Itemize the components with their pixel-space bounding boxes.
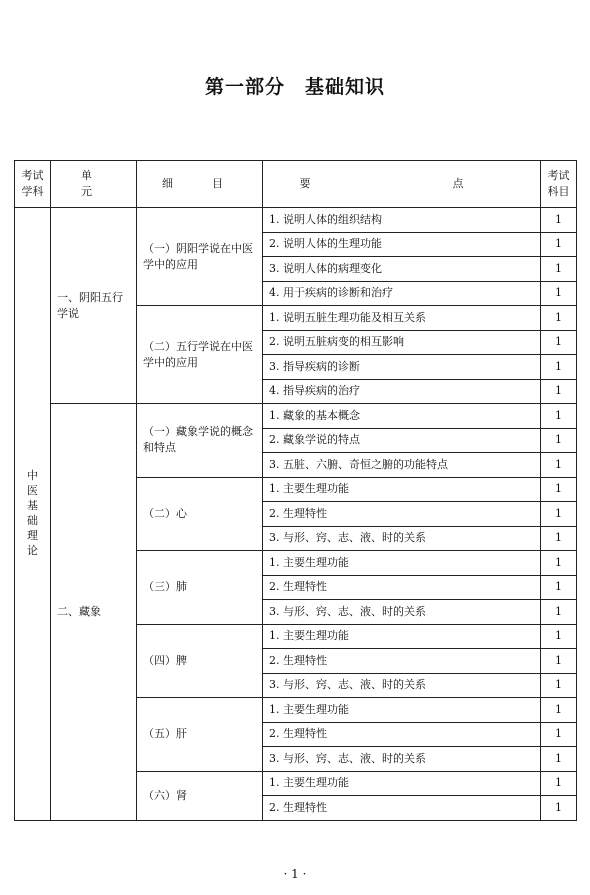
point-cell: 2. 说明五脏病变的相互影响 xyxy=(263,330,541,355)
header-row xyxy=(15,161,577,208)
detail-cell: （二）五行学说在中医学中的应用 xyxy=(137,306,263,404)
point-cell: 3. 五脏、六腑、奇恒之腑的功能特点 xyxy=(263,453,541,478)
page-title: 第一部分 基础知识 xyxy=(204,76,385,98)
point-cell: 2. 生理特性 xyxy=(263,796,541,821)
count-cell: 1 xyxy=(541,208,577,233)
header-points: 要 点 xyxy=(263,161,541,208)
count-cell: 1 xyxy=(541,526,577,551)
syllabus-table xyxy=(14,160,577,821)
point-cell: 1. 藏象的基本概念 xyxy=(263,404,541,429)
point-cell: 3. 与形、窍、志、液、时的关系 xyxy=(263,600,541,625)
point-cell: 3. 指导疾病的诊断 xyxy=(263,355,541,380)
header-count: 考试科目 xyxy=(541,161,577,208)
count-cell: 1 xyxy=(541,428,577,453)
count-cell: 1 xyxy=(541,306,577,331)
count-cell: 1 xyxy=(541,453,577,478)
count-cell: 1 xyxy=(541,257,577,282)
header-subject: 考试学科 xyxy=(15,161,51,208)
count-cell: 1 xyxy=(541,722,577,747)
count-cell: 1 xyxy=(541,673,577,698)
count-cell: 1 xyxy=(541,600,577,625)
detail-cell: （三）肺 xyxy=(137,551,263,625)
table-body xyxy=(15,208,577,821)
detail-cell: （一）阴阳学说在中医学中的应用 xyxy=(137,208,263,306)
header-detail: 细 目 xyxy=(137,161,263,208)
count-cell: 1 xyxy=(541,575,577,600)
detail-cell: （一）藏象学说的概念和特点 xyxy=(137,404,263,478)
count-cell: 1 xyxy=(541,796,577,821)
count-cell: 1 xyxy=(541,771,577,796)
point-cell: 2. 生理特性 xyxy=(263,502,541,527)
count-cell: 1 xyxy=(541,624,577,649)
point-cell: 1. 主要生理功能 xyxy=(263,698,541,723)
point-cell: 2. 生理特性 xyxy=(263,575,541,600)
count-cell: 1 xyxy=(541,551,577,576)
point-cell: 1. 主要生理功能 xyxy=(263,624,541,649)
point-cell: 1. 主要生理功能 xyxy=(263,771,541,796)
unit-cell: 二、藏象 xyxy=(51,404,137,821)
point-cell: 2. 生理特性 xyxy=(263,722,541,747)
point-cell: 1. 主要生理功能 xyxy=(263,477,541,502)
point-cell: 1. 说明人体的组织结构 xyxy=(263,208,541,233)
count-cell: 1 xyxy=(541,747,577,772)
unit-cell: 一、阴阳五行学说 xyxy=(51,208,137,404)
detail-cell: （四）脾 xyxy=(137,624,263,698)
count-cell: 1 xyxy=(541,330,577,355)
header-unit: 单 元 xyxy=(51,161,137,208)
count-cell: 1 xyxy=(541,502,577,527)
count-cell: 1 xyxy=(541,477,577,502)
detail-cell: （五）肝 xyxy=(137,698,263,772)
table-row xyxy=(15,208,577,233)
point-cell: 3. 说明人体的病理变化 xyxy=(263,257,541,282)
point-cell: 2. 藏象学说的特点 xyxy=(263,428,541,453)
detail-cell: （二）心 xyxy=(137,477,263,551)
point-cell: 3. 与形、窍、志、液、时的关系 xyxy=(263,673,541,698)
count-cell: 1 xyxy=(541,698,577,723)
point-cell: 4. 用于疾病的诊断和治疗 xyxy=(263,281,541,306)
point-cell: 2. 说明人体的生理功能 xyxy=(263,232,541,257)
point-cell: 3. 与形、窍、志、液、时的关系 xyxy=(263,747,541,772)
table-header xyxy=(15,161,577,208)
subject-label: 中医基础理论 xyxy=(27,469,38,558)
point-cell: 3. 与形、窍、志、液、时的关系 xyxy=(263,526,541,551)
count-cell: 1 xyxy=(541,404,577,429)
detail-cell: （六）肾 xyxy=(137,771,263,820)
page-number: · 1 · xyxy=(283,867,307,881)
count-cell: 1 xyxy=(541,379,577,404)
table-row xyxy=(15,404,577,429)
subject-cell xyxy=(15,208,51,821)
point-cell: 2. 生理特性 xyxy=(263,649,541,674)
count-cell: 1 xyxy=(541,355,577,380)
point-cell: 1. 主要生理功能 xyxy=(263,551,541,576)
count-cell: 1 xyxy=(541,649,577,674)
count-cell: 1 xyxy=(541,281,577,306)
point-cell: 4. 指导疾病的治疗 xyxy=(263,379,541,404)
point-cell: 1. 说明五脏生理功能及相互关系 xyxy=(263,306,541,331)
count-cell: 1 xyxy=(541,232,577,257)
